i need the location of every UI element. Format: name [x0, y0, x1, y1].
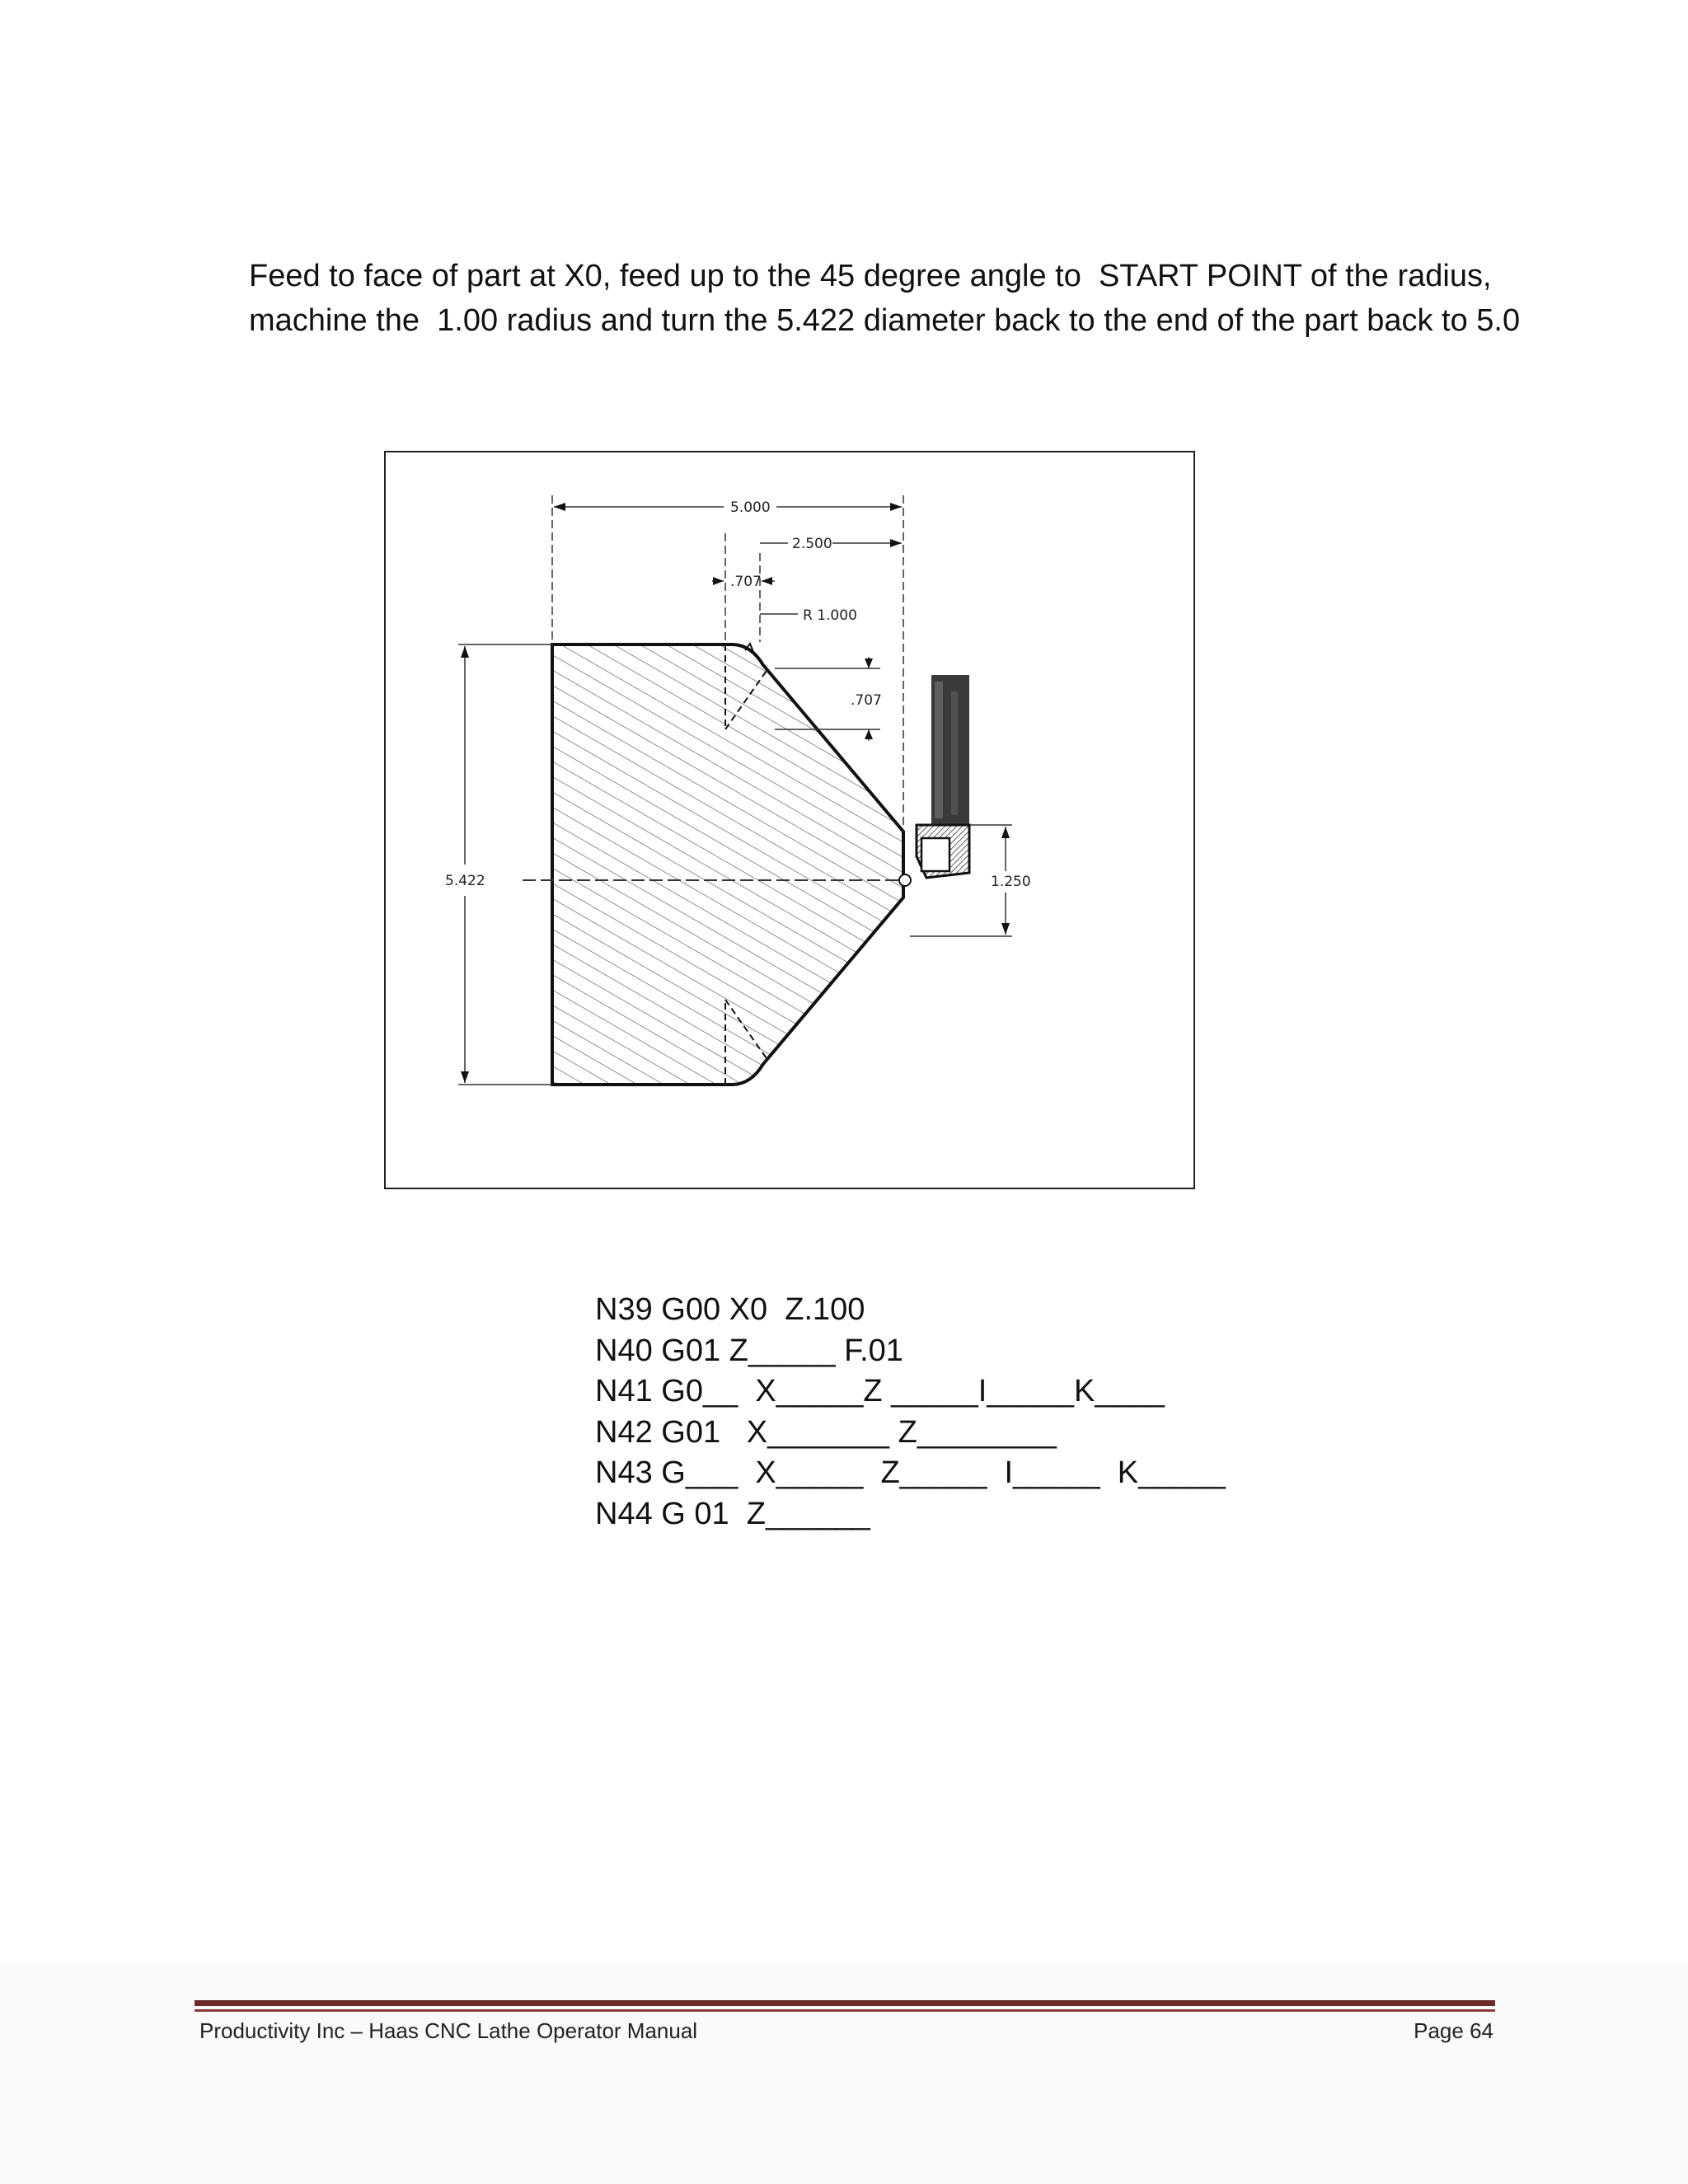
dimension-707-horizontal: [712, 574, 775, 590]
start-point-marker: [899, 874, 911, 886]
part-drawing: [386, 452, 1193, 1188]
footer-manual-title: Productivity Inc – Haas CNC Lathe Operator Manual: [199, 2018, 698, 2043]
cnc-program-block: [595, 1290, 1226, 1535]
part-drawing-figure: [384, 451, 1195, 1189]
dimension-5422: [445, 646, 485, 1083]
dim-label-5422: 5.422: [445, 873, 485, 889]
program-line-n40: N40 G01 Z_____ F.01: [595, 1333, 903, 1368]
instruction-paragraph: [249, 254, 1535, 343]
page-bottom-area: [0, 1961, 1688, 2184]
dim-label-1250: 1.250: [991, 874, 1031, 890]
dimension-radius: [760, 607, 857, 624]
instruction-line-2: machine the 1.00 radius and turn the 5.422 diameter back to the end of the part back to 5.0: [249, 303, 1521, 338]
dimension-1250: [991, 827, 1031, 935]
instruction-line-1: Feed to face of part at X0, feed up to the 45 degree angle to START POINT of the radius,: [249, 259, 1492, 293]
footer-rule: [195, 2000, 1495, 2006]
workpiece-profile: [552, 644, 903, 1085]
program-line-n42: N42 G01 X_______ Z________: [595, 1414, 1057, 1450]
program-line-n43: N43 G___ X_____ Z_____ I_____ K_____: [595, 1455, 1226, 1490]
dim-label-5000: 5.000: [730, 499, 771, 516]
program-line-n41: N41 G0__ X_____Z _____I_____K____: [595, 1374, 1165, 1408]
footer-page-number: Page 64: [1414, 2018, 1493, 2043]
dimension-5000: [554, 499, 902, 516]
footer-rule-thin: [195, 2009, 1495, 2012]
program-line-n39: N39 G00 X0 Z.100: [595, 1292, 865, 1327]
cutting-tool: [917, 675, 969, 878]
dim-label-707-h: .707: [730, 574, 762, 590]
dimension-707-vertical: [851, 657, 882, 741]
dimension-2500: [760, 536, 902, 552]
dim-label-707-v: .707: [851, 692, 882, 709]
dim-label-radius: R 1.000: [803, 607, 857, 624]
program-line-n44: N44 G 01 Z______: [595, 1496, 870, 1531]
dim-label-2500: 2.500: [792, 536, 832, 552]
